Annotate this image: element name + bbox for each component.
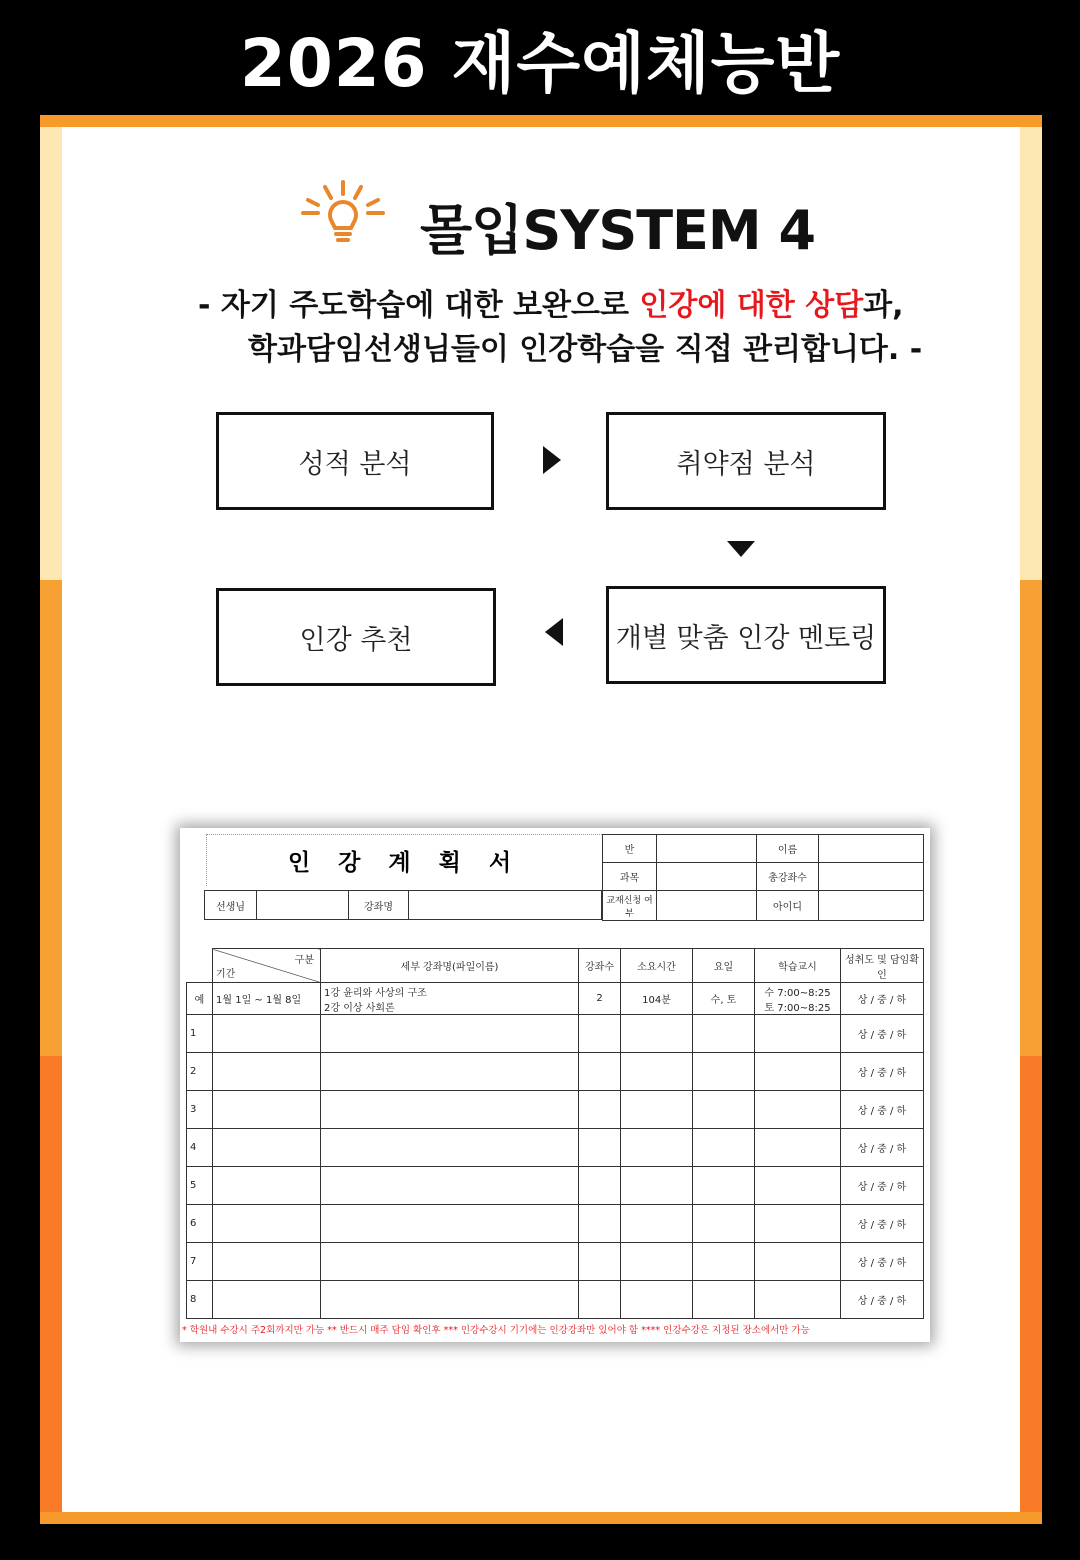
row-day-cell[interactable] (693, 1167, 755, 1205)
row-period-cell[interactable] (213, 1053, 321, 1091)
row-count-cell[interactable] (579, 1053, 621, 1091)
example-period: 1월 1일 ~ 1월 8일 (213, 983, 321, 1015)
row-duration-cell[interactable] (621, 1015, 693, 1053)
row-detail-cell[interactable] (321, 1281, 579, 1319)
value-lecture-name[interactable] (409, 891, 602, 920)
row-number: 7 (187, 1243, 213, 1281)
row-count-cell[interactable] (579, 1091, 621, 1129)
row-count-cell[interactable] (579, 1281, 621, 1319)
example-time-line: 토 7:00~8:25 (764, 1002, 831, 1014)
row-day-cell[interactable] (693, 1015, 755, 1053)
row-duration-cell[interactable] (621, 1205, 693, 1243)
label-class: 반 (603, 835, 657, 863)
banner-title: 2026 재수예체능반 (239, 25, 841, 102)
row-day-cell[interactable] (693, 1091, 755, 1129)
row-duration-cell[interactable] (621, 1129, 693, 1167)
table-row (187, 1091, 924, 1129)
label-total-lectures: 총강좌수 (757, 863, 819, 891)
example-detail (321, 983, 579, 1015)
description-line-1 (198, 280, 1080, 324)
row-period-cell[interactable] (213, 1205, 321, 1243)
example-label: 예 (187, 983, 213, 1015)
value-name[interactable] (819, 835, 924, 863)
row-day-cell[interactable] (693, 1053, 755, 1091)
example-time (755, 983, 841, 1015)
header-count: 강좌수 (579, 949, 621, 983)
table-row (187, 1243, 924, 1281)
value-textbook[interactable] (657, 891, 757, 921)
lecture-plan-table (186, 948, 924, 1319)
header-day: 요일 (693, 949, 755, 983)
value-class[interactable] (657, 835, 757, 863)
row-detail-cell[interactable] (321, 1091, 579, 1129)
header-division-period (213, 949, 321, 983)
row-period-cell[interactable] (213, 1091, 321, 1129)
row-time-cell[interactable] (755, 1015, 841, 1053)
right-frame-dark (1020, 1056, 1042, 1524)
row-duration-cell[interactable] (621, 1091, 693, 1129)
flow-step-weakness-analysis (606, 412, 886, 510)
row-period-cell[interactable] (213, 1129, 321, 1167)
row-number: 8 (187, 1281, 213, 1319)
left-frame-dark (40, 1056, 62, 1524)
row-achievement[interactable]: 상 / 중 / 하 (841, 1053, 924, 1091)
row-duration-cell[interactable] (621, 1167, 693, 1205)
flow-step-label: 취약점 분석 (676, 448, 816, 480)
row-achievement[interactable]: 상 / 중 / 하 (841, 1015, 924, 1053)
row-time-cell[interactable] (755, 1205, 841, 1243)
row-achievement[interactable]: 상 / 중 / 하 (841, 1205, 924, 1243)
description-suffix: 과, (863, 288, 904, 323)
row-detail-cell[interactable] (321, 1167, 579, 1205)
row-time-cell[interactable] (755, 1129, 841, 1167)
lightbulb-icon (298, 178, 388, 258)
row-achievement[interactable]: 상 / 중 / 하 (841, 1091, 924, 1129)
flow-step-mentoring (606, 586, 886, 684)
row-day-cell[interactable] (693, 1129, 755, 1167)
row-number: 2 (187, 1053, 213, 1091)
row-achievement[interactable]: 상 / 중 / 하 (841, 1167, 924, 1205)
flow-step-label: 인강 추천 (299, 624, 413, 656)
row-time-cell[interactable] (755, 1281, 841, 1319)
row-number: 5 (187, 1167, 213, 1205)
description-prefix: - 자기 주도학습에 대한 보완으로 (198, 288, 640, 323)
label-id: 아이디 (757, 891, 819, 921)
value-total-lectures[interactable] (819, 863, 924, 891)
row-time-cell[interactable] (755, 1243, 841, 1281)
description-highlight: 인강에 대한 상담 (639, 288, 864, 323)
header-period: 기간 (216, 969, 236, 980)
top-banner (0, 0, 1080, 115)
row-achievement[interactable]: 상 / 중 / 하 (841, 1243, 924, 1281)
row-count-cell[interactable] (579, 1015, 621, 1053)
row-time-cell[interactable] (755, 1053, 841, 1091)
row-period-cell[interactable] (213, 1015, 321, 1053)
table-row (187, 1129, 924, 1167)
header-time: 학습교시 (755, 949, 841, 983)
example-detail-line: 1강 윤리와 사상의 구조 (324, 987, 427, 999)
label-textbook: 교재신청 여부 (603, 891, 657, 921)
frame-bottom (40, 1512, 1042, 1524)
example-achievement: 상 / 중 / 하 (841, 983, 924, 1015)
right-frame-mid (1020, 580, 1042, 1056)
row-count-cell[interactable] (579, 1167, 621, 1205)
header-achievement: 성취도 및 담임확인 (841, 949, 924, 983)
lecture-plan-sheet (180, 828, 930, 1342)
row-detail-cell[interactable] (321, 1129, 579, 1167)
value-teacher[interactable] (257, 891, 349, 920)
flow-step-label: 개별 맞춤 인강 멘토링 (615, 622, 877, 654)
arrow-left-icon (545, 618, 563, 646)
description-line-2: 학과담임선생님들이 인강학습을 직접 관리합니다. - (248, 332, 923, 367)
flow-step-label: 성적 분석 (298, 448, 412, 480)
frame-top (40, 115, 1042, 127)
row-count-cell[interactable] (579, 1129, 621, 1167)
table-row-example (187, 983, 924, 1015)
value-subject[interactable] (657, 863, 757, 891)
row-detail-cell[interactable] (321, 1015, 579, 1053)
row-duration-cell[interactable] (621, 1281, 693, 1319)
row-count-cell[interactable] (579, 1243, 621, 1281)
sheet-title: 인 강 계 획 서 (206, 834, 602, 886)
arrow-down-icon (727, 541, 755, 557)
example-duration: 104분 (621, 983, 693, 1015)
label-teacher: 선생님 (205, 891, 257, 920)
header-division: 구분 (294, 955, 314, 966)
row-period-cell[interactable] (213, 1243, 321, 1281)
row-day-cell[interactable] (693, 1281, 755, 1319)
example-detail-line: 2강 이상 사회론 (324, 1002, 395, 1014)
table-header-row (187, 949, 924, 983)
row-day-cell[interactable] (693, 1243, 755, 1281)
sheet-header-left (204, 890, 602, 920)
row-time-cell[interactable] (755, 1167, 841, 1205)
row-duration-cell[interactable] (621, 1053, 693, 1091)
row-number: 4 (187, 1129, 213, 1167)
label-subject: 과목 (603, 863, 657, 891)
example-count: 2 (579, 983, 621, 1015)
row-period-cell[interactable] (213, 1167, 321, 1205)
header-duration: 소요시간 (621, 949, 693, 983)
flow-step-grade-analysis (216, 412, 494, 510)
row-detail-cell[interactable] (321, 1205, 579, 1243)
row-detail-cell[interactable] (321, 1053, 579, 1091)
row-number: 6 (187, 1205, 213, 1243)
row-achievement[interactable]: 상 / 중 / 하 (841, 1129, 924, 1167)
sheet-footnote: * 학원내 수강시 주2회까지만 가능 ** 반드시 매주 담임 확인후 *** 인강수강시 기기에는 인강강좌만 있어야 함 **** 인강수강은 지정된 장소에서만 가능 (182, 1325, 810, 1336)
table-row (187, 1281, 924, 1319)
system-title: 몰입SYSTEM 4 (420, 199, 816, 262)
row-number: 1 (187, 1015, 213, 1053)
left-frame-mid (40, 580, 62, 1056)
sheet-header-right (602, 834, 924, 921)
table-row (187, 1205, 924, 1243)
header-detail: 세부 강좌명(파일이름) (321, 949, 579, 983)
row-count-cell[interactable] (579, 1205, 621, 1243)
row-achievement[interactable]: 상 / 중 / 하 (841, 1281, 924, 1319)
table-row (187, 1167, 924, 1205)
flow-step-recommendation (216, 588, 496, 686)
label-name: 이름 (757, 835, 819, 863)
row-number: 3 (187, 1091, 213, 1129)
row-day-cell[interactable] (693, 1205, 755, 1243)
left-frame-light (40, 115, 62, 580)
row-detail-cell[interactable] (321, 1243, 579, 1281)
table-row (187, 1015, 924, 1053)
example-time-line: 수 7:00~8:25 (764, 987, 831, 999)
value-id[interactable] (819, 891, 924, 921)
row-period-cell[interactable] (213, 1281, 321, 1319)
table-row (187, 1053, 924, 1091)
arrow-right-icon (543, 446, 561, 474)
label-lecture-name: 강좌명 (349, 891, 409, 920)
row-time-cell[interactable] (755, 1091, 841, 1129)
row-duration-cell[interactable] (621, 1243, 693, 1281)
example-day: 수, 토 (693, 983, 755, 1015)
